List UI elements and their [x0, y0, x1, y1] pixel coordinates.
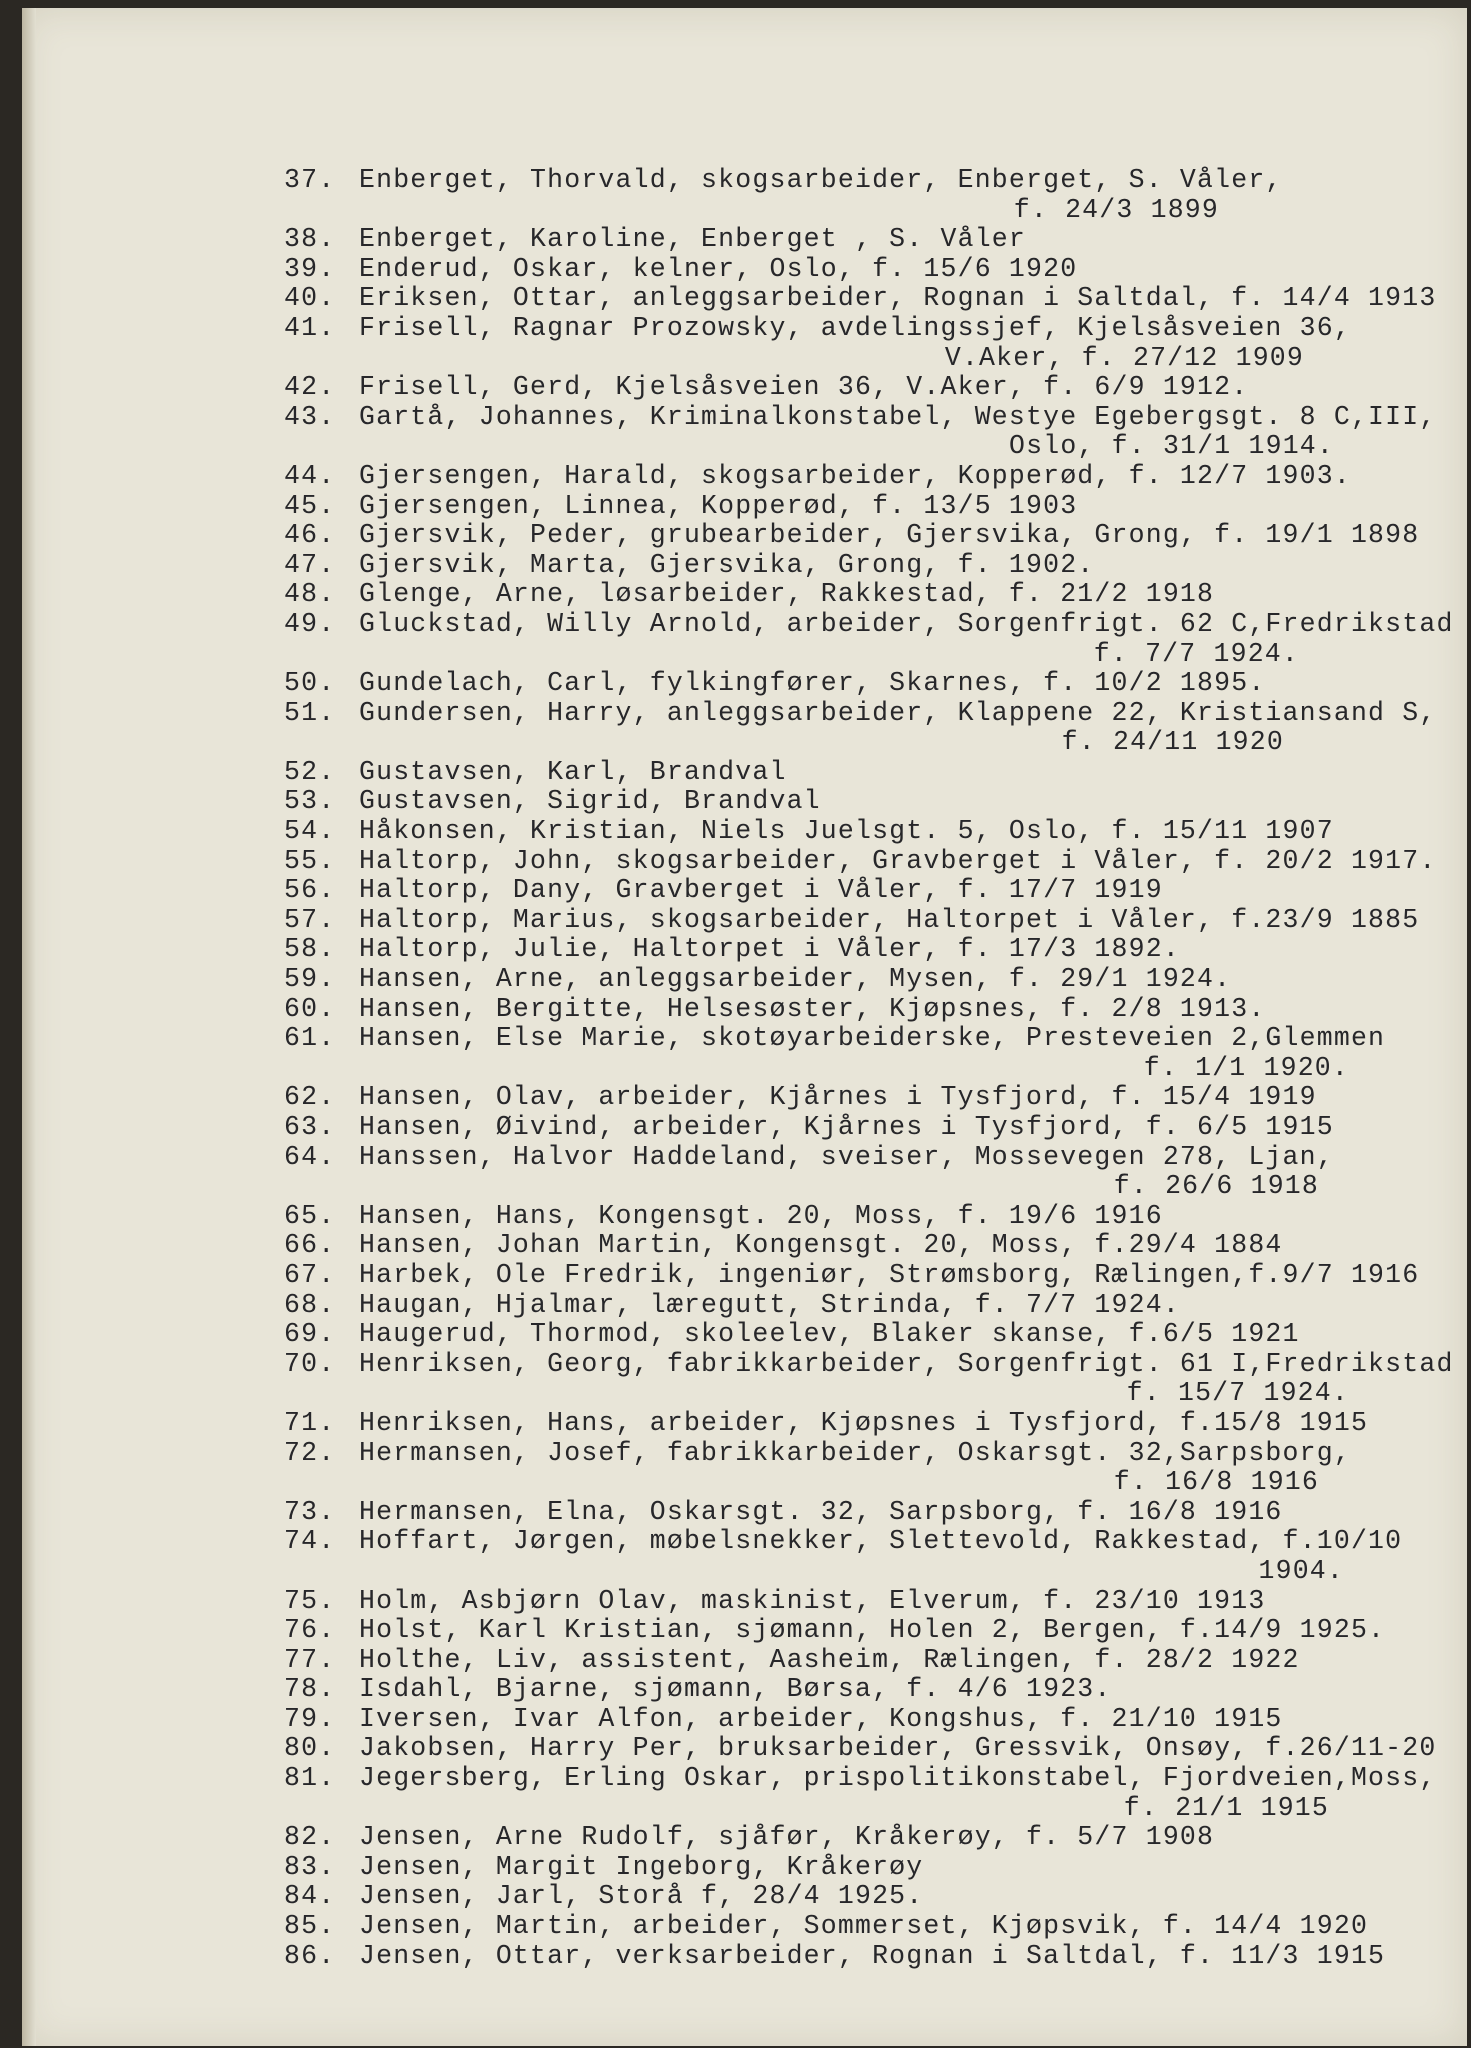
entry-text: Hansen, Bergitte, Helsesøster, Kjøpsnes, f. 2/8 1913. [359, 993, 1266, 1024]
list-item [284, 608, 1454, 640]
entry-number: 53. [284, 786, 336, 817]
entry-text: Hermansen, Elna, Oskarsgt. 32, Sarpsborg, f. 16/8 1916 [359, 1496, 1283, 1527]
list-item [284, 551, 1444, 581]
entry-number: 81. [284, 1763, 336, 1794]
list-item [284, 1261, 1444, 1291]
entry-text: Eriksen, Ottar, anleggsarbeider, Rognan i Saltdal, f. 14/4 1913 [359, 283, 1437, 314]
list-item [284, 787, 1444, 817]
entry-text: Frisell, Gerd, Kjelsåsveien 36, V.Aker, f. 6/9 1912. [359, 372, 1249, 403]
list-item [284, 1912, 1444, 1942]
entry-text: Enberget, Thorvald, skogsarbeider, Enberget, S. Våler, [359, 165, 1283, 195]
list-item [284, 1083, 1444, 1113]
entry-continuation: f. 16/8 1916 [1113, 1467, 1319, 1498]
list-item [284, 1853, 1444, 1883]
list-item [284, 521, 1444, 551]
entry-text: Gundersen, Harry, anleggsarbeider, Klappene 22, Kristiansand S, [359, 697, 1437, 728]
entry-number: 74. [284, 1526, 336, 1557]
entry-number: 63. [284, 1112, 336, 1142]
entry-number: 73. [284, 1496, 336, 1527]
entry-number: 49. [284, 608, 336, 639]
list-item [284, 669, 1444, 699]
list-item [284, 1942, 1444, 1972]
list-item [284, 166, 1444, 196]
entry-text: Gartå, Johannes, Kriminalkonstabel, Westye Egebergsgt. 8 C,III, [359, 401, 1437, 432]
entry-text: Glenge, Arne, løsarbeider, Rakkestad, f. 21/2 1918 [359, 579, 1215, 610]
entry-text: Haugan, Hjalmar, læregutt, Strinda, f. 7/7 1924. [359, 1289, 1180, 1320]
entry-number: 85. [284, 1911, 336, 1942]
entry-text: Holm, Asbjørn Olav, maskinist, Elverum, f. 23/10 1913 [359, 1585, 1266, 1616]
entry-text: Holst, Karl Kristian, sjømann, Holen 2, Bergen, f.14/9 1925. [359, 1615, 1386, 1646]
entry-text: Enderud, Oskar, kelner, Oslo, f. 15/6 1920 [359, 253, 1078, 284]
entry-text: Jensen, Martin, arbeider, Sommerset, Kjøpsvik, f. 14/4 1920 [359, 1911, 1369, 1942]
entry-number: 51. [284, 697, 336, 728]
entry-continuation: f. 24/3 1899 [1013, 194, 1219, 225]
list-item [284, 462, 1444, 492]
list-item [284, 403, 1444, 433]
entry-continuation: f. 21/1 1915 [1123, 1792, 1329, 1823]
list-item [284, 580, 1444, 610]
entry-number: 52. [284, 756, 336, 787]
entry-number: 82. [284, 1822, 336, 1853]
entry-number: 76. [284, 1615, 336, 1646]
entry-number: 58. [284, 934, 336, 965]
entry-text: Holthe, Liv, assistent, Aasheim, Rælingen, f. 28/2 1922 [359, 1644, 1300, 1675]
entry-text: Gjersengen, Linnea, Kopperød, f. 13/5 1903 [359, 490, 1078, 521]
list-item [284, 876, 1444, 906]
entry-continuation: f. 26/6 1918 [1113, 1171, 1319, 1202]
entry-number: 38. [284, 224, 336, 255]
entry-text: Hansen, Johan Martin, Kongensgt. 20, Moss, f.29/4 1884 [359, 1230, 1283, 1261]
list-item [284, 1587, 1444, 1617]
entry-number: 43. [284, 401, 336, 432]
entry-number: 68. [284, 1289, 336, 1320]
entry-text: Hansen, Olav, arbeider, Kjårnes i Tysfjord, f. 15/4 1919 [359, 1082, 1317, 1113]
page-edge [22, 8, 36, 2046]
entry-text: Haltorp, Julie, Haltorpet i Våler, f. 17/3 1892. [359, 934, 1180, 965]
list-item [284, 284, 1444, 314]
list-item [284, 1291, 1444, 1321]
entry-continuation: V.Aker, f. 27/12 1909 [944, 342, 1304, 373]
list-item [284, 1882, 1444, 1912]
entry-text: Haltorp, John, skogsarbeider, Gravberget i Våler, f. 20/2 1917. [359, 845, 1437, 876]
entry-number: 84. [284, 1881, 336, 1912]
entry-number: 45. [284, 490, 336, 521]
list-item [284, 492, 1444, 522]
list-item [284, 1498, 1444, 1528]
entry-text: Hansen, Hans, Kongensgt. 20, Moss, f. 19/6 1916 [359, 1200, 1163, 1231]
entry-continuation: f. 24/11 1920 [1061, 727, 1284, 758]
entry-text: Jensen, Jarl, Storå f, 28/4 1925. [359, 1881, 924, 1912]
entry-number: 37. [284, 165, 336, 195]
list-item [284, 1646, 1444, 1676]
list-item [284, 1616, 1444, 1646]
entry-number: 41. [284, 312, 336, 343]
entry-text: Gjersengen, Harald, skogsarbeider, Kopperød, f. 12/7 1903. [359, 460, 1351, 491]
entry-number: 57. [284, 904, 336, 935]
entry-text: Hanssen, Halvor Haddeland, sveiser, Mossevegen 278, Ljan, [359, 1141, 1334, 1172]
entry-text: Jakobsen, Harry Per, bruksarbeider, Gressvik, Onsøy, f.26/11-20 [359, 1733, 1437, 1764]
entry-text: Hansen, Else Marie, skotøyarbeiderske, Presteveien 2,Glemmen [359, 1023, 1386, 1054]
list-item [284, 965, 1444, 995]
entry-continuation: f. 7/7 1924. [1093, 638, 1299, 669]
entry-number: 66. [284, 1230, 336, 1261]
list-item [284, 1823, 1444, 1853]
entry-text: Gjersvik, Peder, grubearbeider, Gjersvika, Grong, f. 19/1 1898 [359, 520, 1420, 551]
entry-text: Jegersberg, Erling Oskar, prispolitikonstabel, Fjordveien,Moss, [359, 1763, 1437, 1794]
entry-continuation: f. 15/7 1924. [1126, 1378, 1349, 1409]
list-item [284, 1705, 1444, 1735]
list-item [284, 1348, 1454, 1380]
entry-number: 42. [284, 372, 336, 403]
list-item [284, 1320, 1444, 1350]
list-item [284, 1675, 1444, 1705]
entry-number: 55. [284, 845, 336, 876]
list-item [284, 699, 1444, 729]
entry-number: 60. [284, 993, 336, 1024]
list-item [284, 1409, 1444, 1439]
list-item [284, 1439, 1444, 1469]
entry-text: Gjersvik, Marta, Gjersvika, Grong, f. 1902. [359, 549, 1095, 580]
entry-number: 59. [284, 964, 336, 995]
entry-text: Isdahl, Bjarne, sjømann, Børsa, f. 4/6 1923. [359, 1674, 1112, 1705]
entry-number: 86. [284, 1940, 336, 1971]
entry-number: 40. [284, 283, 336, 314]
entry-number: 61. [284, 1023, 336, 1054]
entry-number: 39. [284, 253, 336, 284]
list-item [284, 225, 1444, 255]
entry-number: 67. [284, 1259, 336, 1290]
entry-number: 54. [284, 816, 336, 847]
entry-number: 71. [284, 1407, 336, 1438]
name-list [284, 165, 1454, 1971]
list-item [284, 906, 1444, 936]
entry-text: Henriksen, Georg, fabrikkarbeider, Sorgenfrigt. 61 I,Fredrikstad [359, 1348, 1454, 1379]
entry-number: 77. [284, 1644, 336, 1675]
entry-text: Haugerud, Thormod, skoleelev, Blaker skanse, f.6/5 1921 [359, 1319, 1300, 1350]
entry-text: Harbek, Ole Fredrik, ingeniør, Strømsborg, Rælingen,f.9/7 1916 [359, 1259, 1420, 1290]
list-item [284, 314, 1444, 344]
entry-text: Jensen, Ottar, verksarbeider, Rognan i Saltdal, f. 11/3 1915 [359, 1940, 1386, 1971]
list-item [284, 817, 1444, 847]
entry-text: Iversen, Ivar Alfon, arbeider, Kongshus, f. 21/10 1915 [359, 1703, 1283, 1734]
entry-number: 70. [284, 1348, 336, 1379]
entry-number: 56. [284, 875, 336, 906]
entry-text: Frisell, Ragnar Prozowsky, avdelingssjef, Kjelsåsveien 36, [359, 312, 1351, 343]
list-item [284, 995, 1444, 1025]
entry-number: 64. [284, 1141, 336, 1172]
list-item [284, 935, 1444, 965]
document-page [22, 8, 1467, 2046]
entry-number: 50. [284, 668, 336, 699]
list-item [284, 1764, 1444, 1794]
entry-text: Enberget, Karoline, Enberget , S. Våler [359, 224, 1027, 255]
entry-continuation: Oslo, f. 31/1 1914. [1009, 431, 1334, 462]
entry-text: Jensen, Margit Ingeborg, Kråkerøy [359, 1851, 924, 1882]
list-item [284, 1202, 1444, 1232]
entry-number: 48. [284, 579, 336, 610]
entry-text: Hansen, Øivind, arbeider, Kjårnes i Tysfjord, f. 6/5 1915 [359, 1112, 1334, 1142]
list-item [284, 1734, 1444, 1764]
entry-number: 65. [284, 1200, 336, 1231]
entry-text: Henriksen, Hans, arbeider, Kjøpsnes i Tysfjord, f.15/8 1915 [359, 1407, 1369, 1438]
entry-text: Håkonsen, Kristian, Niels Juelsgt. 5, Oslo, f. 15/11 1907 [359, 816, 1334, 847]
entry-text: Haltorp, Dany, Gravberget i Våler, f. 17/7 1919 [359, 875, 1163, 906]
entry-text: Gundelach, Carl, fylkingfører, Skarnes, f. 10/2 1895. [359, 668, 1266, 699]
entry-text: Gustavsen, Karl, Brandval [359, 756, 787, 787]
entry-number: 69. [284, 1319, 336, 1350]
entry-number: 79. [284, 1703, 336, 1734]
list-item [284, 1024, 1444, 1054]
entry-text: Jensen, Arne Rudolf, sjåfør, Kråkerøy, f. 5/7 1908 [359, 1822, 1215, 1853]
entry-number: 47. [284, 549, 336, 580]
entry-number: 72. [284, 1437, 336, 1468]
entry-text: Hermansen, Josef, fabrikkarbeider, Oskarsgt. 32,Sarpsborg, [359, 1437, 1351, 1468]
list-item [284, 1231, 1444, 1261]
entry-number: 83. [284, 1851, 336, 1882]
entry-continuation: 1904. [1258, 1555, 1344, 1586]
entry-number: 46. [284, 520, 336, 551]
entry-number: 78. [284, 1674, 336, 1705]
list-item [284, 1527, 1444, 1557]
list-item [284, 1113, 1444, 1143]
list-item [284, 373, 1444, 403]
list-item [284, 847, 1444, 877]
entry-text: Hansen, Arne, anleggsarbeider, Mysen, f. 29/1 1924. [359, 964, 1232, 995]
list-item [284, 1143, 1444, 1173]
entry-continuation: f. 1/1 1920. [1143, 1052, 1349, 1083]
list-item [284, 758, 1444, 788]
entry-number: 75. [284, 1585, 336, 1616]
entry-text: Gluckstad, Willy Arnold, arbeider, Sorgenfrigt. 62 C,Fredrikstad [359, 608, 1454, 639]
entry-text: Gustavsen, Sigrid, Brandval [359, 786, 821, 817]
list-item [284, 255, 1444, 285]
entry-number: 80. [284, 1733, 336, 1764]
entry-text: Haltorp, Marius, skogsarbeider, Haltorpet i Våler, f.23/9 1885 [359, 904, 1420, 935]
entry-number: 62. [284, 1082, 336, 1113]
entry-text: Hoffart, Jørgen, møbelsnekker, Slettevold, Rakkestad, f.10/10 [359, 1526, 1403, 1557]
entry-number: 44. [284, 460, 336, 491]
